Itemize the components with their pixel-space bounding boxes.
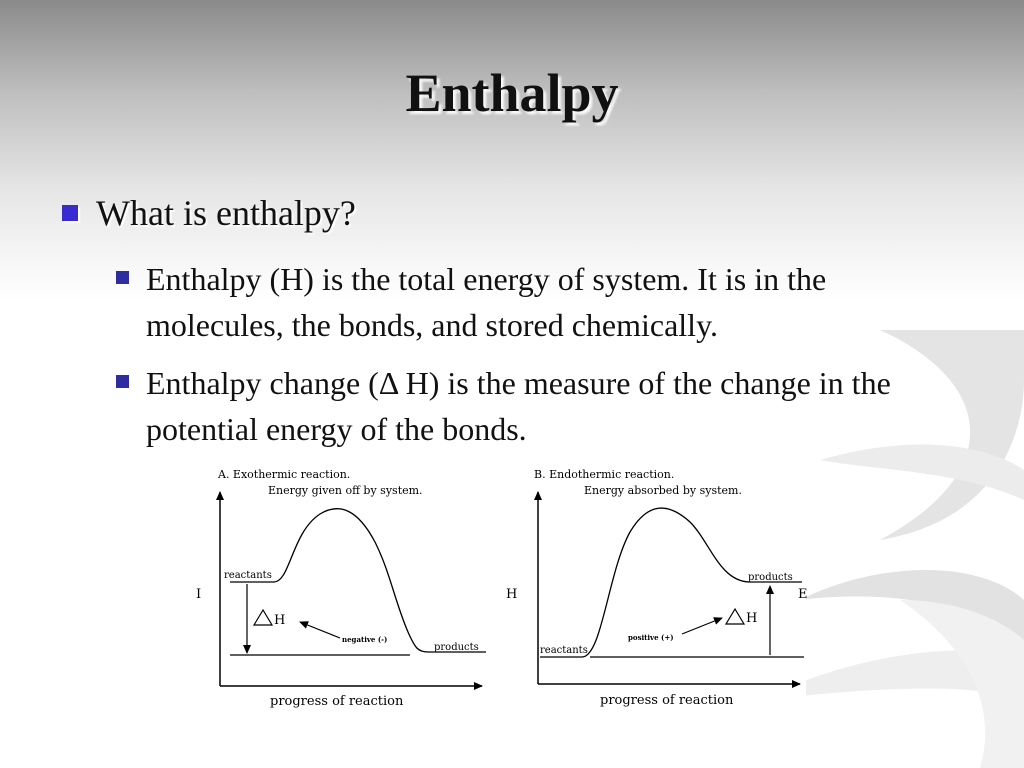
panel-a-x-label: progress of reaction: [270, 694, 404, 709]
panel-a-delta-icon: [254, 610, 272, 625]
sub-bullet-square-icon: [116, 271, 129, 284]
sub-bullet-text: Enthalpy change (Δ H) is the measure of the change in the potential energy of the bonds.: [146, 365, 891, 447]
panel-b-edge-label: E: [798, 587, 808, 602]
panel-a-products-label: products: [434, 642, 479, 653]
panel-b-x-label: progress of reaction: [600, 693, 734, 708]
panel-b-reactants-label: reactants: [540, 645, 588, 656]
slide-title: Enthalpy: [405, 63, 619, 123]
panel-b-y-label: H: [506, 587, 518, 602]
panel-b-delta-icon: [726, 609, 744, 624]
sub-bullet-text: Enthalpy (H) is the total energy of system. It is in the molecules, the bonds, and stored chemically.: [146, 261, 827, 343]
sub-bullet-enthalpy-change: [116, 360, 966, 452]
panel-a-heading: A. Exothermic reaction.: [218, 468, 351, 481]
sub-bullet-square-icon: [116, 375, 129, 388]
panel-a-sign-label: negative (-): [342, 635, 388, 644]
energy-diagram-figure: [190, 462, 806, 712]
main-bullet: [62, 190, 962, 236]
panel-b-delta-label: H: [746, 611, 758, 626]
panel-a-y-label: I: [196, 587, 202, 602]
panel-a-pointer-arrow: [300, 622, 340, 638]
sub-bullet-enthalpy-definition: [116, 256, 966, 348]
panel-b-heading: B. Endothermic reaction.: [534, 468, 675, 481]
panel-b-pointer-arrow: [682, 618, 722, 634]
panel-b-products-label: products: [748, 572, 793, 583]
panel-b-sign-label: positive (+): [628, 633, 674, 642]
panel-a-reactants-label: reactants: [224, 570, 272, 581]
panel-a-caption: Energy given off by system.: [268, 484, 423, 497]
panel-b-caption: Energy absorbed by system.: [584, 484, 742, 497]
panel-a-delta-label: H: [274, 613, 286, 628]
main-bullet-text: What is enthalpy?: [96, 193, 356, 233]
exothermic-panel: [196, 468, 486, 709]
bullet-square-icon: [62, 205, 78, 221]
endothermic-panel: [506, 468, 808, 708]
